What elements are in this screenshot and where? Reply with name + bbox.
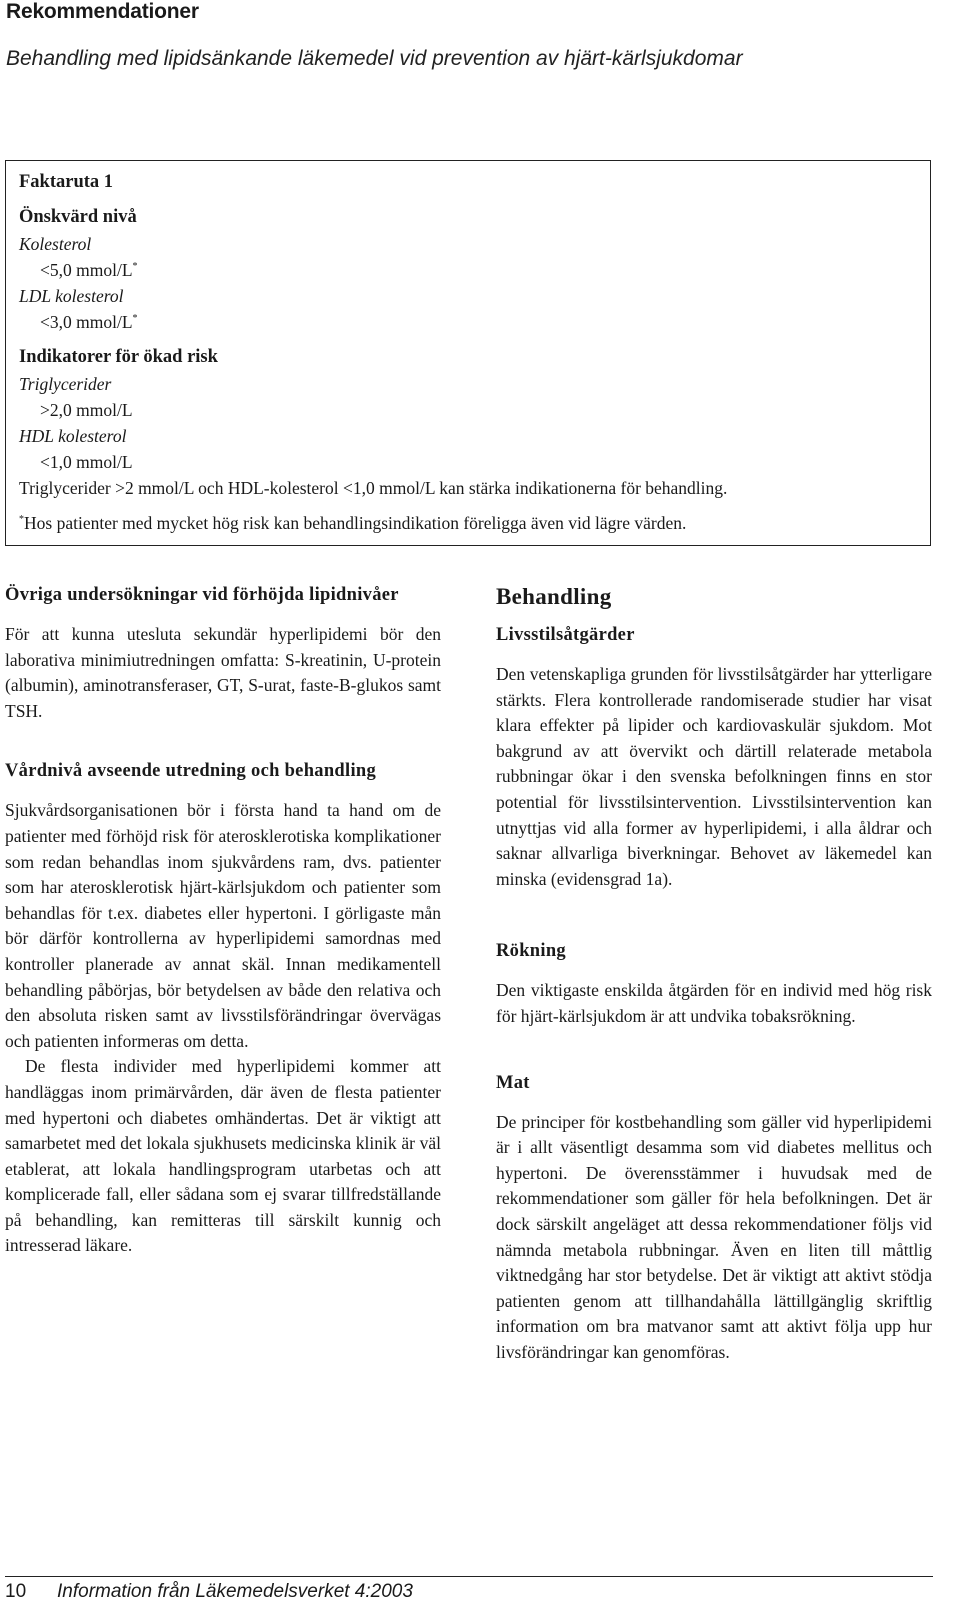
fact-footnote	[19, 511, 686, 535]
heading-vardniva: Vårdnivå avseende utredning och behandling	[5, 761, 377, 782]
paragraph-mat: De principer för kostbehandling som gäller vid hyperlipidemi är i allt väsentligt desamma som vid diabetes mellitus och hypertoni. De överensstämmer i huvudsak med de rekommendationer som gäller för hela befolkningen. Det är dock särskilt angeläget att dessa rekommendationer följs vid nämnda metabola rubbningar. Även en liten till måttlig viktnedgång har stor betydelse. Det är viktigt att aktivt stödja patienten genom att tillhandahålla lättillgänglig skriftlig information om bra matvanor samt att aktivt följa upp hur livsförändringar kan genomföras.	[496, 1111, 932, 1362]
right-column	[496, 582, 932, 1365]
section-title: Rekommendationer	[6, 0, 199, 23]
asterisk-mark: *	[132, 261, 138, 272]
paragraph-livsstilsatgarder: Den vetenskapliga grunden för livsstilsåtgärder har ytterligare stärkts. Flera kontrollerade randomiserade studier har visat klara effekter på lipider och kardiovaskulär sjukdom. Mot bakgrund av att övervikt och därtill relaterade metabola rubbningar ökar i den svenska befolkningen finns en stor potential för livsstilsintervention. Livsstilsintervention kan utnyttjas vid alla former av hyperlipidemi, i alla åldrar och saknar allvarliga biverkningar. Behovet av läkemedel kan minska (evidensgrad 1a).	[496, 664, 932, 889]
ldl-value	[40, 310, 138, 334]
footer-rule	[5, 1576, 933, 1577]
heading-ovriga-undersokningar: Övriga undersökningar vid förhöjda lipidnivåer	[5, 585, 399, 605]
asterisk-mark: *	[19, 514, 24, 525]
heading-behandling: Behandling	[496, 584, 612, 609]
page-number: 10	[5, 1581, 27, 1602]
asterisk-mark: *	[132, 313, 138, 324]
page-subtitle: Behandling med lipidsänkande läkemedel vid prevention av hjärt-kärlsjukdomar	[6, 47, 743, 70]
left-column	[5, 582, 441, 1259]
triglycerides-label: Triglycerider	[19, 374, 112, 394]
hdl-label: HDL kolesterol	[19, 426, 127, 446]
page-footer	[5, 1578, 413, 1606]
heading-rokning: Rökning	[496, 941, 566, 962]
fact-box	[5, 160, 931, 546]
paragraph-vardniva-1: Sjukvårdsorganisationen bör i första hand ta hand om de patienter med förhöjd risk för aterosklerotiska komplikationer som redan behandlas inom sjukvårdens ram, dvs. patienter som har aterosklerotisk hjärt-kärlsjukdom och patienter som behandlas för t.ex. diabetes eller hypertoni. I görligaste mån bör därför kontrollerna av hyperlipidemi samordnas med kontroller planerade av annat skäl. Innan medikamentell behandling påbörjas, bör betydelsen av både den relativa och den absoluta risken samt av livsstilsförändringar övervägas och patienten informeras om detta.	[5, 800, 441, 1051]
paragraph-rokning: Den viktigaste enskilda åtgärden för en individ med hög risk för hjärt-kärlsjukdom är att undvika tobaksrökning.	[496, 980, 932, 1026]
fact-footnote-text: Hos patienter med mycket hög risk kan behandlingsindikation föreligga även vid lägre värden.	[24, 513, 687, 533]
risk-indicators-heading: Indikatorer för ökad risk	[19, 347, 218, 367]
fact-note-combined: Triglycerider >2 mmol/L och HDL-kolesterol <1,0 mmol/L kan stärka indikationerna för behandling.	[19, 478, 728, 498]
paragraph-ovriga-undersokningar: För att kunna utesluta sekundär hyperlipidemi bör den laborativa minimiutredningen omfatta: S-kreatinin, U-protein (albumin), aminotransferaser, GT, S-urat, faste-B-glukos samt TSH.	[5, 624, 441, 721]
heading-livsstilsatgarder: Livsstilsåtgärder	[496, 625, 635, 645]
triglycerides-value: >2,0 mmol/L	[40, 400, 133, 420]
cholesterol-label: Kolesterol	[19, 234, 92, 254]
fact-box-title: Faktaruta 1	[19, 172, 114, 192]
ldl-label: LDL kolesterol	[19, 286, 124, 306]
ldl-value-text: <3,0 mmol/L	[40, 312, 133, 332]
hdl-value: <1,0 mmol/L	[40, 452, 133, 472]
desired-level-heading: Önskvärd nivå	[19, 207, 137, 227]
paragraph-vardniva-2: De flesta individer med hyperlipidemi kommer att handläggas inom primärvården, där även de flesta patienter med hypertoni och diabetes omhändertas. Det är viktigt att samarbetet med det lokala sjukhusets medicinska klinik är väl etablerat, att lokala handlingsprogram utarbetas och att komplicerade fall, eller sådana som ej svarar tillfredställande på behandling, kan remitteras till särskilt kunnig och intresserad läkare.	[5, 1056, 441, 1256]
heading-mat: Mat	[496, 1072, 530, 1093]
cholesterol-value-text: <5,0 mmol/L	[40, 260, 133, 280]
publication-name: Information från Läkemedelsverket 4:2003	[57, 1581, 413, 1602]
cholesterol-value	[40, 258, 138, 282]
